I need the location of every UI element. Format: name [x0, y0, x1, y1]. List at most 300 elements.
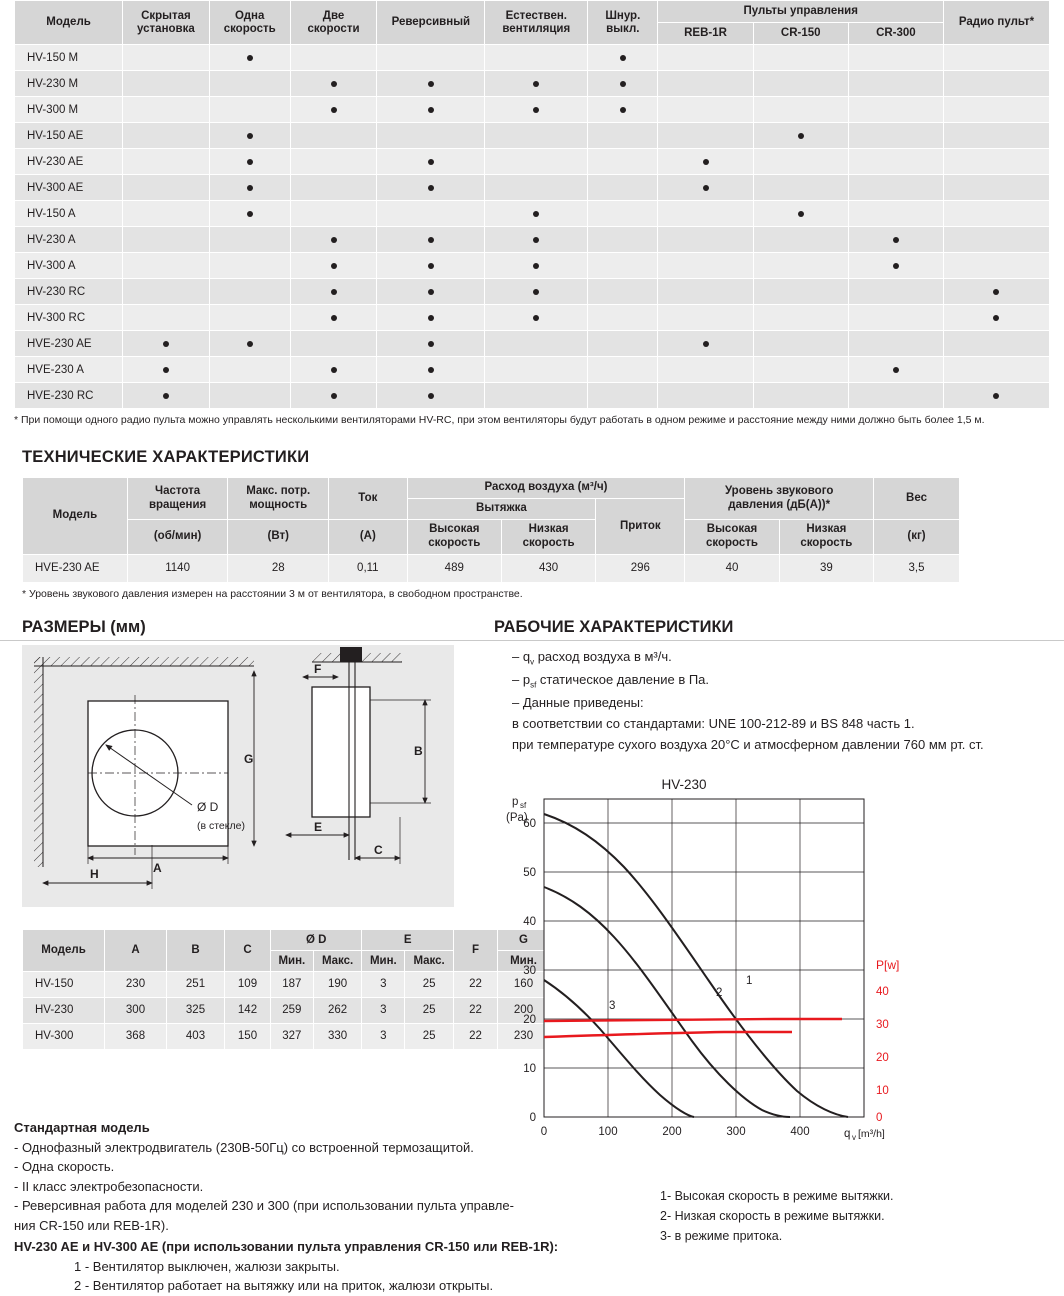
tech-cell-power: 28 — [228, 554, 329, 582]
drawing-svg — [22, 645, 454, 907]
standard-model-line-4: ния CR-150 или REB-1R). — [14, 1217, 169, 1233]
th-cord: Шнур. выкл. — [588, 1, 658, 45]
feature-empty-cell — [485, 123, 588, 149]
dim-value-cell: 22 — [454, 971, 498, 997]
th-reb1r: REB-1R — [658, 23, 753, 45]
feature-dot-cell — [485, 201, 588, 227]
feature-dot-cell — [290, 253, 377, 279]
model-name-cell: HV-300 M — [15, 97, 123, 123]
chart-title: HV-230 — [661, 777, 707, 793]
feature-empty-cell — [290, 201, 377, 227]
dim-value-cell: 262 — [313, 997, 362, 1023]
bullet-dot-icon — [620, 107, 626, 113]
th-rpm: Частота вращения — [127, 478, 228, 520]
feature-empty-cell — [658, 71, 753, 97]
feature-empty-cell — [753, 227, 848, 253]
svg-text:A: A — [153, 860, 162, 875]
th-two-speed: Две скорости — [290, 1, 377, 45]
th-cr150: CR-150 — [753, 23, 848, 45]
dim-value-cell: 251 — [167, 971, 225, 997]
dim-value-cell: 190 — [313, 971, 362, 997]
feature-empty-cell — [588, 227, 658, 253]
feature-empty-cell — [943, 331, 1049, 357]
bullet-dot-icon — [428, 393, 434, 399]
bullet-dot-icon — [428, 185, 434, 191]
feature-empty-cell — [123, 71, 210, 97]
tech-footnote: * Уровень звукового давления измерен на расстоянии 3 м от вентилятора, в свободном пространстве. — [22, 587, 523, 600]
dim-value-cell: 403 — [167, 1023, 225, 1049]
models-table-body — [15, 45, 1050, 409]
table-row — [15, 305, 1050, 331]
feature-empty-cell — [943, 201, 1049, 227]
dim-value-cell: 3 — [362, 997, 405, 1023]
model-name-cell: HV-230 A — [15, 227, 123, 253]
th-power: Макс. потр. мощность — [228, 478, 329, 520]
svg-text:C: C — [374, 842, 383, 857]
perf-note-conditions: при температуре сухого воздуха 20°С и атмосферном давлении 760 мм рт. ст. — [512, 736, 984, 752]
feature-dot-cell — [290, 71, 377, 97]
feature-empty-cell — [848, 123, 943, 149]
dim-model-cell: HV-150 — [23, 971, 105, 997]
tech-header-row-3 — [23, 520, 960, 555]
feature-dot-cell — [290, 279, 377, 305]
svg-text:20: 20 — [876, 1052, 889, 1065]
feature-dot-cell — [485, 279, 588, 305]
feature-empty-cell — [848, 45, 943, 71]
feature-dot-cell — [290, 227, 377, 253]
svg-text:40: 40 — [523, 916, 536, 929]
feature-empty-cell — [377, 45, 485, 71]
feature-empty-cell — [485, 383, 588, 409]
tech-cell-noise-high: 40 — [685, 554, 779, 582]
feature-dot-cell — [377, 71, 485, 97]
table-row — [15, 201, 1050, 227]
feature-dot-cell — [485, 71, 588, 97]
svg-text:G: G — [244, 751, 254, 766]
feature-dot-cell — [209, 149, 290, 175]
table-row — [15, 331, 1050, 357]
chart-label-2: 2 — [716, 987, 723, 1000]
model-name-cell: HV-230 RC — [15, 279, 123, 305]
bullet-dot-icon — [428, 315, 434, 321]
bullet-dot-icon — [533, 263, 539, 269]
dim-value-cell: 22 — [454, 997, 498, 1023]
feature-empty-cell — [209, 357, 290, 383]
tech-table-head — [23, 478, 960, 554]
feature-empty-cell — [658, 253, 753, 279]
feature-empty-cell — [658, 279, 753, 305]
table-row — [15, 97, 1050, 123]
bullet-dot-icon — [533, 237, 539, 243]
bullet-dot-icon — [993, 315, 999, 321]
dim-value-cell: 259 — [271, 997, 314, 1023]
svg-text:10: 10 — [523, 1063, 536, 1076]
feature-empty-cell — [123, 253, 210, 279]
dim-value-cell: 160 — [498, 971, 550, 997]
bullet-dot-icon — [331, 289, 337, 295]
th-dim-e-max: Макс. — [405, 950, 454, 971]
table-row — [15, 383, 1050, 409]
table-row — [15, 279, 1050, 305]
feature-empty-cell — [848, 175, 943, 201]
svg-text:200: 200 — [662, 1126, 682, 1139]
th-dim-a: A — [105, 929, 167, 971]
perf-note-standards: в соответствии со стандартами: UNE 100-212-89 и BS 848 часть 1. — [512, 715, 915, 731]
feature-empty-cell — [123, 279, 210, 305]
th-dim-model: Модель — [23, 929, 105, 971]
th-airflow: Расход воздуха (м³/ч) — [407, 478, 685, 499]
performance-notes — [512, 647, 1046, 755]
chart-legend — [660, 1186, 894, 1246]
bullet-dot-icon — [247, 211, 253, 217]
th-hidden-l1: Скрытая — [141, 9, 191, 22]
svg-text:300: 300 — [726, 1126, 746, 1139]
dim-value-cell: 187 — [271, 971, 314, 997]
bullet-dot-icon — [703, 159, 709, 165]
bullet-dot-icon — [163, 341, 169, 347]
feature-empty-cell — [123, 45, 210, 71]
feature-empty-cell — [658, 45, 753, 71]
feature-empty-cell — [209, 279, 290, 305]
dim-value-cell: 22 — [454, 1023, 498, 1049]
tech-cell-weight: 3,5 — [874, 554, 960, 582]
bullet-dot-icon — [247, 159, 253, 165]
th-cr300: CR-300 — [848, 23, 943, 45]
models-table — [14, 0, 1050, 409]
chart-power-label: P[w] — [876, 958, 900, 973]
svg-text:0: 0 — [529, 1112, 536, 1125]
bullet-dot-icon — [533, 107, 539, 113]
feature-dot-cell — [753, 123, 848, 149]
th-reversible: Реверсивный — [377, 1, 485, 45]
th-dim-g: G — [498, 929, 550, 950]
model-name-cell: HVE-230 RC — [15, 383, 123, 409]
bullet-dot-icon — [428, 341, 434, 347]
feature-empty-cell — [485, 331, 588, 357]
table-row — [15, 357, 1050, 383]
bullet-dot-icon — [893, 263, 899, 269]
feature-dot-cell — [377, 331, 485, 357]
table-row — [15, 45, 1050, 71]
feature-dot-cell — [377, 227, 485, 253]
perf-note-data: – Данные приведены: — [512, 694, 644, 710]
feature-empty-cell — [658, 357, 753, 383]
th-noise-high: Высокая скорость — [685, 520, 779, 555]
bullet-dot-icon — [533, 81, 539, 87]
table-row — [15, 227, 1050, 253]
feature-empty-cell — [209, 227, 290, 253]
bullet-dot-icon — [331, 237, 337, 243]
feature-empty-cell — [753, 279, 848, 305]
feature-empty-cell — [290, 331, 377, 357]
standard-model-line-0: - Однофазный электродвигатель (230В-50Гц) со встроенной термозащитой. — [14, 1139, 474, 1155]
tech-table-body — [23, 554, 960, 582]
dim-value-cell: 200 — [498, 997, 550, 1023]
bullet-dot-icon — [533, 289, 539, 295]
bullet-dot-icon — [428, 107, 434, 113]
performance-column — [486, 618, 1046, 1172]
feature-dot-cell — [377, 357, 485, 383]
bullet-dot-icon — [533, 211, 539, 217]
feature-dot-cell — [209, 201, 290, 227]
feature-empty-cell — [848, 201, 943, 227]
bullet-dot-icon — [428, 289, 434, 295]
th-dim-d-min: Мин. — [271, 950, 314, 971]
table-row — [23, 554, 960, 582]
feature-empty-cell — [123, 305, 210, 331]
feature-dot-cell — [290, 97, 377, 123]
feature-dot-cell — [658, 331, 753, 357]
tech-cell-current: 0,11 — [329, 554, 408, 582]
feature-dot-cell — [377, 97, 485, 123]
bullet-dot-icon — [331, 81, 337, 87]
th-weight: Вес — [874, 478, 960, 520]
bullet-dot-icon — [428, 159, 434, 165]
feature-empty-cell — [753, 97, 848, 123]
feature-empty-cell — [658, 305, 753, 331]
feature-empty-cell — [753, 305, 848, 331]
th-model: Модель — [15, 1, 123, 45]
th-intake: Приток — [596, 499, 685, 554]
bullet-dot-icon — [163, 367, 169, 373]
feature-empty-cell — [848, 305, 943, 331]
feature-dot-cell — [123, 383, 210, 409]
feature-empty-cell — [943, 97, 1049, 123]
feature-empty-cell — [753, 253, 848, 279]
feature-dot-cell — [485, 305, 588, 331]
feature-dot-cell — [588, 97, 658, 123]
svg-text:F: F — [314, 661, 322, 676]
th-one-speed: Одна скорость — [209, 1, 290, 45]
feature-empty-cell — [658, 383, 753, 409]
feature-empty-cell — [943, 253, 1049, 279]
legend-item-3: 3- в режиме притока. — [660, 1229, 783, 1243]
feature-dot-cell — [377, 253, 485, 279]
svg-text:400: 400 — [790, 1126, 810, 1139]
models-header-row-1 — [15, 1, 1050, 23]
ae-item-0: 1 - Вентилятор выключен, жалюзи закрыты. — [74, 1258, 340, 1274]
bullet-dot-icon — [798, 133, 804, 139]
feature-empty-cell — [753, 149, 848, 175]
svg-text:0: 0 — [876, 1112, 883, 1125]
feature-empty-cell — [658, 123, 753, 149]
dim-value-cell: 330 — [313, 1023, 362, 1049]
tech-cell-model: HVE-230 AE — [23, 554, 128, 582]
bullet-dot-icon — [893, 237, 899, 243]
performance-chart — [494, 769, 1046, 1172]
svg-text:10: 10 — [876, 1085, 889, 1098]
feature-dot-cell — [377, 305, 485, 331]
feature-empty-cell — [209, 383, 290, 409]
chart-svg — [494, 769, 924, 1169]
svg-text:100: 100 — [598, 1126, 618, 1139]
svg-text:Ø D: Ø D — [197, 799, 219, 814]
feature-empty-cell — [588, 149, 658, 175]
feature-empty-cell — [588, 331, 658, 357]
feature-empty-cell — [588, 305, 658, 331]
bullet-dot-icon — [247, 185, 253, 191]
feature-empty-cell — [588, 383, 658, 409]
ae-title: HV-230 AE и HV-300 AE (при использовании пульта управления CR-150 или REB-1R): — [14, 1239, 559, 1254]
tech-title: ТЕХНИЧЕСКИЕ ХАРАКТЕРИСТИКИ — [22, 448, 310, 467]
svg-text:sf: sf — [520, 801, 527, 811]
dim-value-cell: 25 — [405, 1023, 454, 1049]
feature-empty-cell — [377, 123, 485, 149]
svg-text:30: 30 — [523, 965, 536, 978]
feature-dot-cell — [290, 305, 377, 331]
table-row — [15, 253, 1050, 279]
feature-empty-cell — [943, 45, 1049, 71]
bullet-dot-icon — [893, 367, 899, 373]
dim-value-cell: 230 — [105, 971, 167, 997]
feature-dot-cell — [658, 149, 753, 175]
th-current: Ток — [329, 478, 408, 520]
bullet-dot-icon — [247, 133, 253, 139]
feature-dot-cell — [943, 305, 1049, 331]
feature-empty-cell — [943, 175, 1049, 201]
bullet-dot-icon — [163, 393, 169, 399]
feature-empty-cell — [290, 123, 377, 149]
bullet-dot-icon — [428, 81, 434, 87]
legend-item-1: 1- Высокая скорость в режиме вытяжки. — [660, 1189, 894, 1203]
lower-columns — [0, 618, 1064, 1172]
feature-dot-cell — [290, 357, 377, 383]
model-name-cell: HV-150 A — [15, 201, 123, 227]
section-divider — [0, 640, 1064, 641]
standard-model-line-2: - II класс электробезопасности. — [14, 1178, 204, 1194]
feature-dot-cell — [753, 201, 848, 227]
feature-dot-cell — [848, 253, 943, 279]
th-dim-c: C — [225, 929, 271, 971]
feature-empty-cell — [123, 97, 210, 123]
feature-empty-cell — [123, 227, 210, 253]
table-row — [15, 149, 1050, 175]
svg-text:50: 50 — [523, 867, 536, 880]
feature-dot-cell — [485, 227, 588, 253]
feature-empty-cell — [123, 201, 210, 227]
svg-text:v: v — [852, 1133, 856, 1143]
tech-cell-exhaust-low: 430 — [501, 554, 595, 582]
dim-model-cell: HV-300 — [23, 1023, 105, 1049]
feature-dot-cell — [588, 71, 658, 97]
models-footnote: * При помощи одного радио пульта можно управлять несколькими вентиляторами HV-RC, при этом вентиляторы будут работать в одном режиме и расстояние между ними должно быть более 1,5 м. — [14, 414, 985, 427]
model-name-cell: HVE-230 A — [15, 357, 123, 383]
feature-empty-cell — [943, 227, 1049, 253]
feature-dot-cell — [209, 123, 290, 149]
th-exhaust: Вытяжка — [407, 499, 596, 520]
feature-empty-cell — [209, 305, 290, 331]
model-name-cell: HV-150 AE — [15, 123, 123, 149]
chart-label-3: 3 — [609, 1000, 616, 1013]
model-name-cell: HV-230 AE — [15, 149, 123, 175]
svg-text:q: q — [844, 1128, 851, 1141]
svg-text:20: 20 — [523, 1014, 536, 1027]
feature-empty-cell — [588, 253, 658, 279]
bullet-dot-icon — [798, 211, 804, 217]
bullet-dot-icon — [703, 341, 709, 347]
feature-empty-cell — [209, 253, 290, 279]
dim-value-cell: 142 — [225, 997, 271, 1023]
th-dim-b: B — [167, 929, 225, 971]
bullet-dot-icon — [993, 393, 999, 399]
svg-text:H: H — [90, 866, 99, 881]
bullet-dot-icon — [428, 237, 434, 243]
dim-value-cell: 300 — [105, 997, 167, 1023]
feature-empty-cell — [123, 123, 210, 149]
bullet-dot-icon — [620, 55, 626, 61]
bullet-dot-icon — [247, 55, 253, 61]
perf-note-qv: – $q_v$ расход воздуха в м³/ч. — [512, 648, 672, 667]
bullet-dot-icon — [428, 263, 434, 269]
feature-empty-cell — [658, 227, 753, 253]
tech-cell-intake: 296 — [596, 554, 685, 582]
model-name-cell: HV-150 M — [15, 45, 123, 71]
feature-empty-cell — [943, 123, 1049, 149]
feature-empty-cell — [848, 383, 943, 409]
feature-dot-cell — [588, 45, 658, 71]
feature-empty-cell — [753, 71, 848, 97]
feature-empty-cell — [943, 71, 1049, 97]
feature-dot-cell — [377, 175, 485, 201]
dim-value-cell: 230 — [498, 1023, 550, 1049]
bullet-dot-icon — [331, 315, 337, 321]
performance-title: РАБОЧИЕ ХАРАКТЕРИСТИКИ — [494, 617, 734, 636]
bullet-dot-icon — [703, 185, 709, 191]
th-rpm-unit: (об/мин) — [127, 520, 228, 555]
svg-text:[m³/h]: [m³/h] — [858, 1128, 885, 1141]
bullet-dot-icon — [331, 393, 337, 399]
th-dim-f: F — [454, 929, 498, 971]
model-name-cell: HV-230 M — [15, 71, 123, 97]
tech-cell-exhaust-high: 489 — [407, 554, 501, 582]
feature-empty-cell — [485, 149, 588, 175]
th-dim-e-min: Мин. — [362, 950, 405, 971]
th-controls-group: Пульты управления — [658, 1, 944, 23]
feature-empty-cell — [753, 357, 848, 383]
feature-empty-cell — [658, 97, 753, 123]
svg-text:(в стекле): (в стекле) — [197, 819, 245, 832]
dim-value-cell: 3 — [362, 971, 405, 997]
bullet-dot-icon — [331, 107, 337, 113]
th-exhaust-high: Высокая скорость — [407, 520, 501, 555]
feature-empty-cell — [123, 149, 210, 175]
th-dim-d: Ø D — [271, 929, 362, 950]
feature-empty-cell — [658, 201, 753, 227]
feature-dot-cell — [943, 383, 1049, 409]
svg-text:B: B — [414, 743, 423, 758]
feature-empty-cell — [485, 357, 588, 383]
feature-dot-cell — [209, 45, 290, 71]
chart-label-1: 1 — [746, 975, 753, 988]
standard-model-block — [14, 1118, 634, 1296]
th-natural: Естествен. вентиляция — [485, 1, 588, 45]
tech-table — [22, 477, 960, 582]
feature-empty-cell — [209, 71, 290, 97]
dim-model-cell: HV-230 — [23, 997, 105, 1023]
feature-empty-cell — [588, 123, 658, 149]
svg-text:p: p — [512, 796, 519, 809]
bullet-dot-icon — [331, 263, 337, 269]
feature-empty-cell — [485, 175, 588, 201]
feature-dot-cell — [209, 331, 290, 357]
th-power-unit: (Вт) — [228, 520, 329, 555]
dim-value-cell: 325 — [167, 997, 225, 1023]
bullet-dot-icon — [620, 81, 626, 87]
feature-empty-cell — [377, 201, 485, 227]
standard-model-line-3: - Реверсивная работа для моделей 230 и 300 (при использовании пульта управле- — [14, 1198, 514, 1213]
ae-item-1: 2 - Вентилятор работает на вытяжку или на приток, жалюзи открыты. — [74, 1278, 494, 1293]
feature-empty-cell — [209, 97, 290, 123]
